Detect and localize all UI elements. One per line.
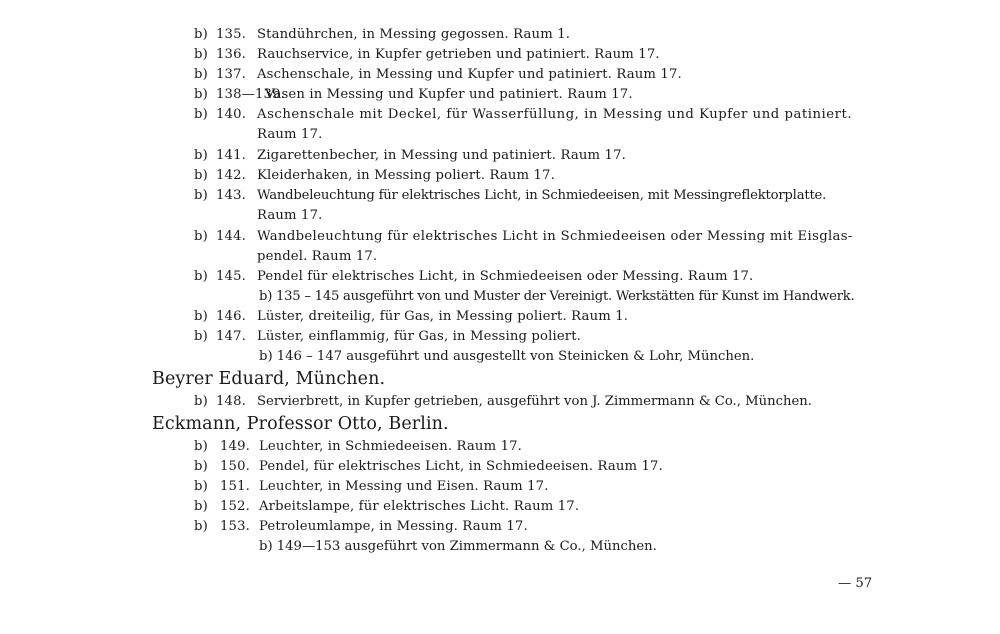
artist-heading-eckmann: Eckmann, Professor Otto, Berlin. bbox=[152, 414, 449, 434]
page-number: — 57 bbox=[838, 576, 873, 591]
note-146-147: b) 146 – 147 ausgeführt und ausgestellt von Steinicken & Lohr, München. bbox=[259, 349, 755, 364]
note-149-153: b) 149—153 ausgeführt von Zimmermann & Co., München. bbox=[259, 539, 657, 554]
catalog-page: b) 135. Standührchen, in Messing gegossen. Raum 1. b) 136. Rauchservice, in Kupfer getrieben und patiniert. Raum 17. b) 137. Aschenschale, in Messing und Kupfer und patiniert. Raum 17. b) 138—139. Vasen in Messing und Kupfer und patiniert. Raum 17. b) 140. Aschenschale mit Deckel, für Wasserfüllung, in Messing und Kupfer und patiniert. Raum 17. b) 141. Zigarettenbecher, in Messing und patiniert. Raum 17. b) 142. Kleiderhaken, in Messing poliert. Raum 17. b) 143. Wandbeleuchtung für elektrisches Licht, in Schmiedeeisen, mit Messingreflektorplatte. Raum 17. b) 144. Wandbeleuchtung für elektrisches Licht in Schmiedeeisen oder Messing mit Eisglas- pendel. Raum 17. b) 145. Pendel für elektrisches Licht, in Schmiedeeisen oder Messing. Raum 17. b) 135 – 145 ausgeführt von und Muster der Vereinigt. Werkstätten für Kunst im Handwerk. b) 146. Lüster, dreiteilig, für Gas, in Messing poliert. Raum 1. b) 147. Lüster, einflammig, für Gas, in Messing poliert. b) 146 – 147 ausgeführt und ausgestellt von Steinicken & Lohr, München. Beyrer Eduard, München. b) 148. Servierbrett, in Kupfer getrieben, ausgeführt von J. Zimmermann & Co., München. Eckmann, Professor Otto, Berlin. b) 149. Leuchter, in Schmiedeeisen. Raum 17. b) 150. Pendel, für elektrisches Licht, in Schmiedeeisen. Raum 17. b) 151. Leuchter, in Messing und Eisen. Raum 17. b) 152. Arbeitslampe, für elektrisches Licht. Raum 17. b) 153. Petroleumlampe, in Messing. Raum 17. b) 149—153 ausgeführt von Zimmermann & Co., München. — 57 bbox=[152, 27, 873, 591]
note-135-145: b) 135 – 145 ausgeführt von und Muster der Vereinigt. Werkstätten für Kunst im Handwerk. bbox=[259, 289, 855, 304]
artist-heading-beyrer: Beyrer Eduard, München. bbox=[152, 369, 386, 389]
